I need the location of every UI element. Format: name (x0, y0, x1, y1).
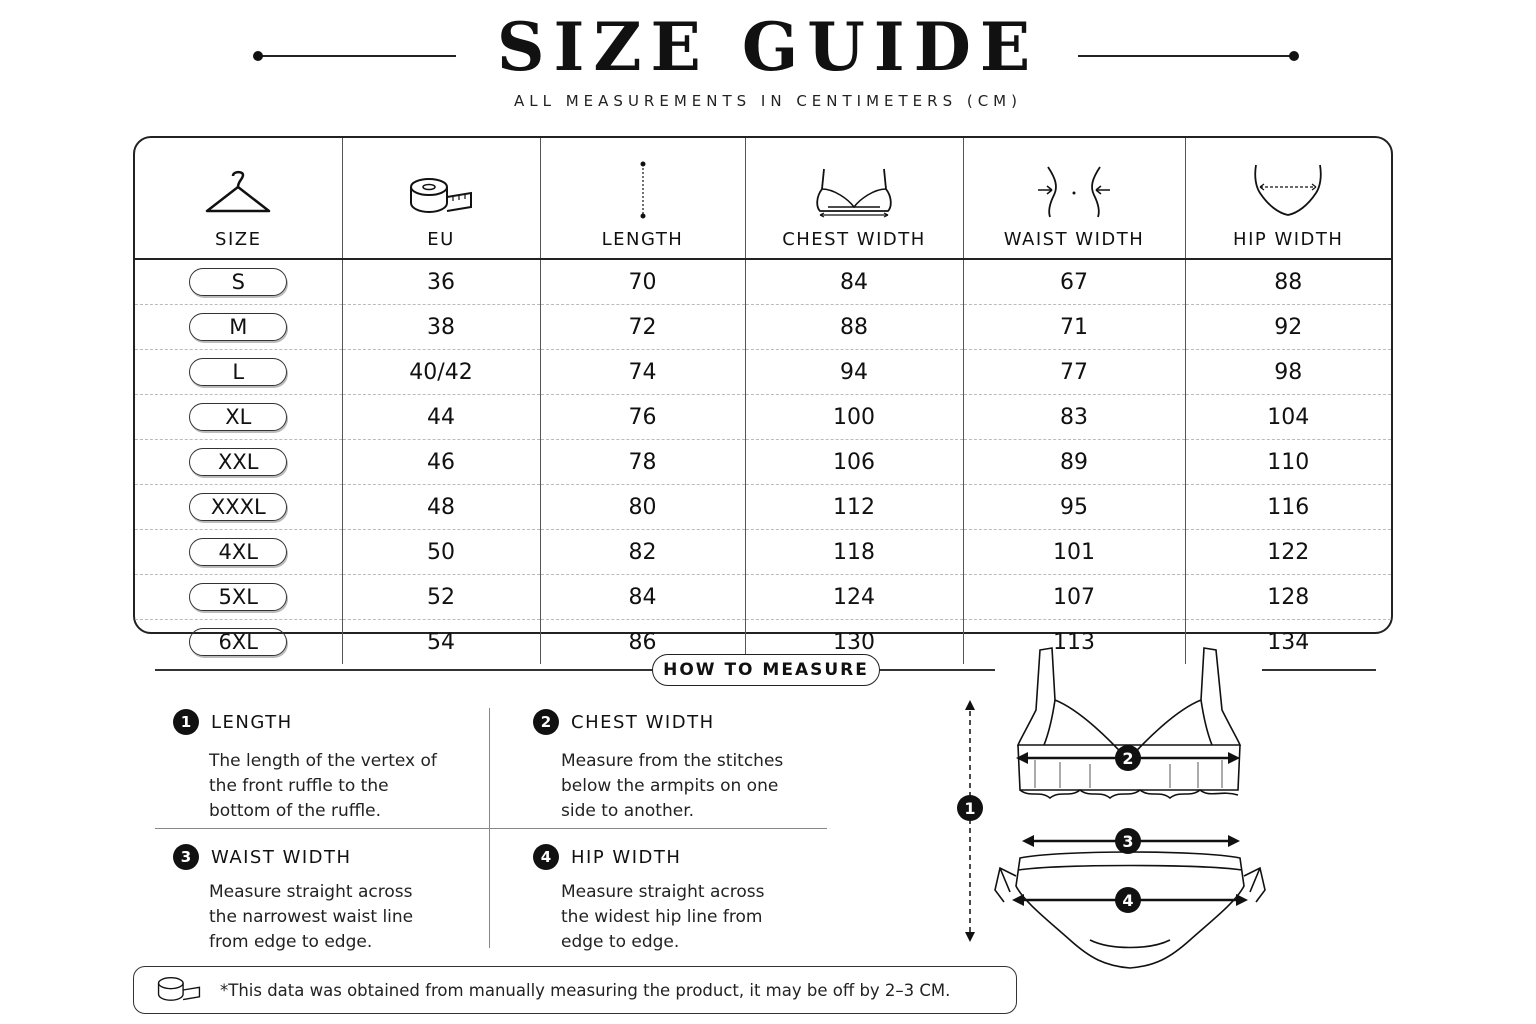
column-header-waist-width (963, 138, 1185, 259)
waist-cell: 83 (963, 395, 1185, 440)
marker-1 (957, 795, 983, 821)
waist-icon (1034, 165, 1114, 219)
eu-cell: 52 (342, 575, 540, 620)
waist-cell: 71 (963, 305, 1185, 350)
chest-cell: 118 (745, 530, 963, 575)
hip-cell: 122 (1185, 530, 1391, 575)
eu-cell: 40/42 (342, 350, 540, 395)
steps-divider-horizontal (155, 828, 827, 829)
column-header-label: EU (427, 229, 455, 250)
measuring-tape-icon (409, 175, 473, 219)
size-cell (135, 440, 342, 485)
measurement-disclaimer (133, 966, 1017, 1014)
chest-cell: 84 (745, 259, 963, 305)
size-badge: XXXL (189, 493, 287, 521)
step-number-badge: 1 (173, 709, 199, 735)
size-badge: XXL (189, 448, 287, 476)
table-row (135, 259, 1391, 305)
page-subtitle: ALL MEASUREMENTS IN CENTIMETERS (CM) (514, 92, 1022, 110)
column-header-label: SIZE (215, 229, 262, 250)
waist-cell: 107 (963, 575, 1185, 620)
table-row (135, 440, 1391, 485)
size-cell (135, 575, 342, 620)
step-number-badge: 3 (173, 844, 199, 870)
bikini-bottom-icon (1248, 163, 1328, 219)
hip-cell: 134 (1267, 629, 1310, 655)
disclaimer-text: *This data was obtained from manually measuring the product, it may be off by 2–3 CM. (220, 980, 951, 1000)
marker-label: 3 (1122, 832, 1134, 851)
length-cell: 70 (540, 259, 745, 305)
bikini-measure-diagram (940, 640, 1280, 980)
column-header-hip-width (1185, 138, 1391, 259)
hip-cell: 104 (1185, 395, 1391, 440)
bikini-top-icon (814, 167, 894, 219)
chest-cell: 94 (745, 350, 963, 395)
chest-cell: 100 (745, 395, 963, 440)
column-header-eu (342, 138, 540, 259)
table-row (135, 575, 1391, 620)
size-badge: 6XL (189, 628, 287, 656)
chest-cell: 130 (745, 620, 963, 665)
waist-cell: 113 (963, 620, 1185, 665)
eu-cell: 54 (342, 620, 540, 665)
size-badge: S (189, 268, 287, 296)
step-hip-width (533, 844, 781, 955)
marker-4 (1115, 887, 1141, 913)
step-length (173, 709, 449, 824)
rule-dot (1289, 51, 1299, 61)
marker-2 (1115, 745, 1141, 771)
column-header-label: CHEST WIDTH (782, 229, 926, 250)
step-chest-width (533, 709, 801, 824)
size-badge: M (189, 313, 287, 341)
length-cell: 72 (540, 305, 745, 350)
eu-cell: 50 (342, 530, 540, 575)
step-description: Measure from the stitches below the armpits on one side to another. (561, 751, 784, 821)
waist-cell: 67 (963, 259, 1185, 305)
how-to-measure-title: HOW TO MEASURE (652, 654, 880, 686)
size-cell (135, 305, 342, 350)
column-header-chest-width (745, 138, 963, 259)
table-header-row (135, 138, 1391, 259)
eu-cell: 48 (342, 485, 540, 530)
step-title: CHEST WIDTH (571, 711, 715, 733)
step-title: LENGTH (211, 711, 293, 733)
length-cell: 86 (540, 620, 745, 665)
table-row (135, 305, 1391, 350)
step-description: The length of the vertex of the front ruffle to the bottom of the ruffle. (209, 751, 437, 821)
size-cell (135, 259, 342, 305)
step-description: Measure straight across the narrowest waist line from edge to edge. (209, 882, 414, 952)
waist-cell: 77 (963, 350, 1185, 395)
column-header-label: HIP WIDTH (1233, 229, 1344, 250)
size-badge: L (189, 358, 287, 386)
step-waist-width (173, 844, 429, 955)
column-header-size (135, 138, 342, 259)
column-header-label: LENGTH (601, 229, 684, 250)
length-cell: 76 (540, 395, 745, 440)
eu-cell: 38 (342, 305, 540, 350)
step-number-badge: 2 (533, 709, 559, 735)
length-cell: 74 (540, 350, 745, 395)
size-cell (135, 530, 342, 575)
column-header-length (540, 138, 745, 259)
waist-cell: 101 (963, 530, 1185, 575)
step-description: Measure straight across the widest hip line from edge to edge. (561, 882, 765, 952)
size-badge: XL (189, 403, 287, 431)
hip-cell: 128 (1185, 575, 1391, 620)
eu-cell: 44 (342, 395, 540, 440)
title-rule-right (1078, 55, 1294, 57)
hip-cell: 92 (1185, 305, 1391, 350)
length-cell: 84 (540, 575, 745, 620)
eu-cell: 36 (342, 259, 540, 305)
size-table-grid (135, 138, 1391, 664)
chest-cell: 124 (745, 575, 963, 620)
size-cell (135, 620, 342, 665)
marker-label: 4 (1122, 891, 1134, 910)
size-table (133, 136, 1393, 655)
size-cell (135, 395, 342, 440)
eu-cell: 46 (342, 440, 540, 485)
length-cell: 82 (540, 530, 745, 575)
waist-cell: 95 (963, 485, 1185, 530)
hip-cell: 98 (1185, 350, 1391, 395)
size-badge: 4XL (189, 538, 287, 566)
size-cell (135, 350, 342, 395)
marker-label: 2 (1122, 749, 1134, 768)
bikini-top-drawing (1018, 648, 1240, 798)
hip-cell: 88 (1185, 259, 1391, 305)
table-row (135, 530, 1391, 575)
length-cell: 78 (540, 440, 745, 485)
hip-cell: 110 (1185, 440, 1391, 485)
page-title: SIZE GUIDE (496, 8, 1040, 86)
table-row (135, 350, 1391, 395)
table-row (135, 485, 1391, 530)
chest-cell: 106 (745, 440, 963, 485)
marker-3 (1115, 828, 1141, 854)
step-title: HIP WIDTH (571, 846, 682, 868)
size-cell (135, 485, 342, 530)
column-header-label: WAIST WIDTH (1003, 229, 1145, 250)
chest-cell: 112 (745, 485, 963, 530)
step-number-badge: 4 (533, 844, 559, 870)
hanger-icon (203, 169, 273, 219)
marker-label: 1 (964, 799, 976, 818)
measuring-tape-icon (156, 975, 202, 1005)
hip-cell: 116 (1185, 485, 1391, 530)
vertical-measure-icon (633, 161, 653, 219)
chest-cell: 88 (745, 305, 963, 350)
length-cell: 80 (540, 485, 745, 530)
size-badge: 5XL (189, 583, 287, 611)
table-row (135, 395, 1391, 440)
step-title: WAIST WIDTH (211, 846, 352, 868)
waist-cell: 89 (963, 440, 1185, 485)
